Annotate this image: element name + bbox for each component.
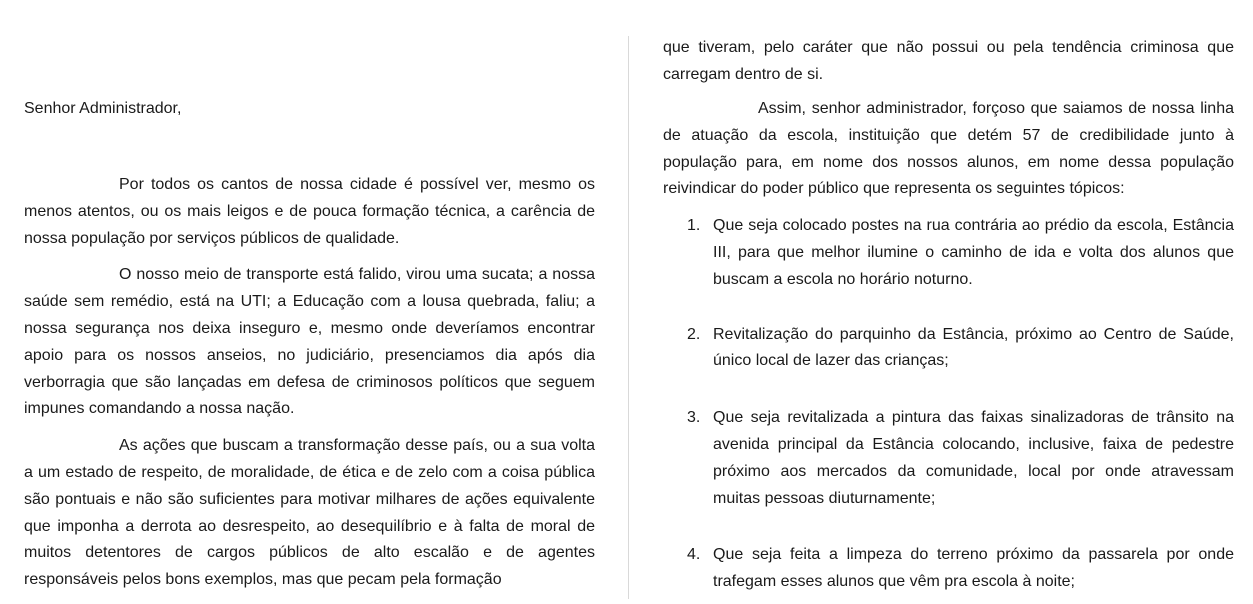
paragraph-1: Por todos os cantos de nossa cidade é possível ver, mesmo os menos atentos, ou os mais leigos e de pouca formação técnica, a carência de nossa população por serviços públicos de qualidade. — [24, 176, 595, 247]
list-item-text: Que seja colocado postes na rua contrária ao prédio da escola, Estância III, para que melhor ilumine o caminho de ida e volta dos alunos que buscam a escola no horário noturno. — [713, 217, 1234, 288]
list-item-text: Que seja revitalizada a pintura das faixas sinalizadoras de trânsito na avenida principal da Estância colocando, inclusive, faixa de pedestre próximo aos mercados da comunidade, local por onde atravessam muitas pessoas diuturnamente; — [713, 409, 1234, 507]
list-number: 2. — [687, 325, 701, 343]
greeting: Senhor Administrador, — [24, 100, 182, 117]
paragraph-continuation: que tiveram, pelo caráter que não possui ou pela tendência criminosa que carregam dentro de si. — [663, 39, 1234, 83]
list-number: 3. — [687, 409, 701, 427]
list-item — [663, 322, 1234, 376]
list-item-text: Que seja feita a limpeza do terreno próximo da passarela por onde trafegam esses alunos que vêm pra escola à noite; — [713, 546, 1234, 591]
paragraph-4: Assim, senhor administrador, forçoso que saiamos de nossa linha de atuação da escola, instituição que detém 57 de credibilidade junto à população para, em nome dos nossos alunos, em nome dessa população reivindicar do poder público que representa os seguintes tópicos: — [663, 100, 1234, 198]
list-number: 4. — [687, 546, 701, 564]
list-item — [663, 542, 1234, 596]
list-item-text: Revitalização do parquinho da Estância, próximo ao Centro de Saúde, único local de lazer das crianças; — [713, 325, 1234, 370]
list-item — [663, 405, 1234, 512]
topics-list — [663, 213, 1234, 596]
right-body — [663, 96, 1234, 596]
list-item — [663, 213, 1234, 293]
column-divider — [628, 36, 629, 599]
left-body — [24, 172, 595, 604]
paragraph-3: As ações que buscam a transformação desse país, ou a sua volta a um estado de respeito, de moralidade, de ética e de zelo com a coisa pública são pontuais e não são suficientes para motivar milhares de ações equivalente que imponha a derrota ao desrespeito, ao desequilíbrio e à falta de moral de muitos detentores de cargos públicos de alto escalão e de agentes responsáveis pelos bons exemplos, mas que pecam pela formação — [24, 437, 595, 589]
paragraph-2: O nosso meio de transporte está falido, virou uma sucata; a nossa saúde sem remédio, está na UTI; a Educação com a lousa quebrada, faliu; a nossa segurança nos deixa inseguro e, mesmo onde deveríamos encontrar apoio para os nossos anseios, no judiciário, presenciamos dia após dia verborragia que são lançadas em defesa de criminosos políticos que seguem impunes comandando a nossa nação. — [24, 266, 595, 418]
list-number: 1. — [687, 217, 701, 235]
